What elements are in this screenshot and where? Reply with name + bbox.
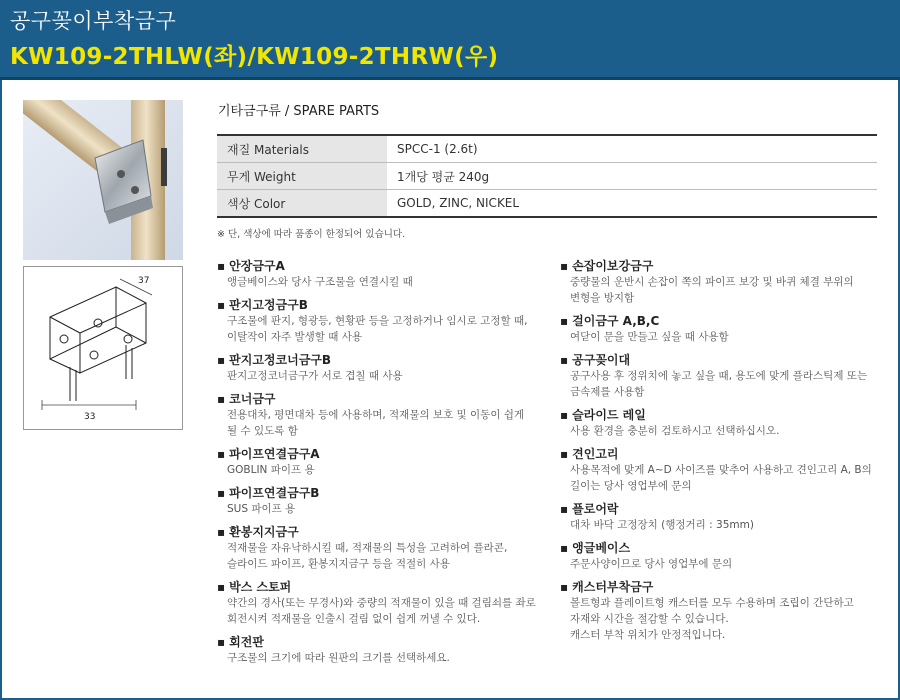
part-title-text: 걸이금구 A,B,C <box>572 314 660 328</box>
part-title-text: 박스 스토퍼 <box>229 580 292 594</box>
part-title-text: 플로어락 <box>572 502 619 516</box>
bullet-icon: ▪ <box>217 580 226 594</box>
part-title <box>217 485 547 501</box>
part-item <box>217 634 547 666</box>
part-title <box>560 501 890 517</box>
bullet-icon: ▪ <box>560 580 569 594</box>
bullet-icon: ▪ <box>560 314 569 328</box>
bullet-icon: ▪ <box>560 259 569 273</box>
bullet-icon: ▪ <box>217 447 226 461</box>
part-description: 공구사용 후 정위치에 놓고 싶을 때, 용도에 맞게 플라스틱제 또는 <box>570 370 868 382</box>
spec-row <box>217 190 877 218</box>
spec-key: 재질 Materials <box>217 135 387 163</box>
product-photo <box>23 100 183 260</box>
part-title <box>560 540 890 556</box>
part-title-text: 견인고리 <box>572 447 619 461</box>
part-description: GOBLIN 파이프 용 <box>227 464 315 476</box>
part-title-text: 코너금구 <box>229 392 276 406</box>
bullet-icon: ▪ <box>217 259 226 273</box>
bullet-icon: ▪ <box>217 635 226 649</box>
bullet-icon: ▪ <box>217 353 226 367</box>
part-description: 여닫이 문을 만들고 싶을 때 사용함 <box>570 331 729 343</box>
part-description: 구조물의 크기에 따라 원판의 크기를 선택하세요. <box>227 652 450 664</box>
part-description: 변형을 방지함 <box>570 292 635 304</box>
part-description: 전용대차, 평면대차 등에 사용하며, 적재물의 보호 및 이동이 쉽게 <box>227 409 525 421</box>
section-title: 기타금구류 / SPARE PARTS <box>218 104 380 119</box>
part-description: 앵글베이스와 당사 구조물을 연결시킬 때 <box>227 276 413 288</box>
part-description: 볼트형과 플레이트형 캐스터를 모두 수용하며 조립이 간단하고 <box>570 597 854 609</box>
part-item <box>217 258 547 290</box>
part-item <box>217 297 547 345</box>
part-item <box>560 579 890 643</box>
product-title: 공구꽂이부착금구 <box>10 9 177 33</box>
part-item <box>217 485 547 517</box>
bullet-icon: ▪ <box>560 408 569 422</box>
part-description: 판지고정코너금구가 서로 겹칠 때 사용 <box>227 370 403 382</box>
spec-table <box>217 134 877 218</box>
part-description: 될 수 있도록 함 <box>227 425 298 437</box>
dimension-drawing <box>23 266 183 430</box>
part-item <box>217 446 547 478</box>
part-description: 이탈작이 자주 발생할 때 사용 <box>227 331 363 343</box>
part-description: 적재물을 자유낙하시킬 때, 적재물의 특성을 고려하여 플라콘, <box>227 542 508 554</box>
part-title <box>560 407 890 423</box>
spec-key: 색상 Color <box>217 190 387 218</box>
part-title <box>560 313 890 329</box>
part-description: 사용 환경을 충분히 검토하시고 선택하십시오. <box>570 425 780 437</box>
part-title-text: 공구꽂이대 <box>572 353 631 367</box>
parts-list-right <box>560 258 890 650</box>
part-title-text: 앵글베이스 <box>572 541 631 555</box>
part-item <box>560 501 890 533</box>
part-title <box>217 258 547 274</box>
part-description: 주문사양이므로 당사 영업부에 문의 <box>570 558 733 570</box>
part-item <box>560 540 890 572</box>
part-description: 길이는 당사 영업부에 문의 <box>570 480 692 492</box>
product-model: KW109-2THLW(좌)/KW109-2THRW(우) <box>10 44 499 70</box>
part-item <box>560 258 890 306</box>
part-title <box>217 634 547 650</box>
bullet-icon: ▪ <box>217 298 226 312</box>
part-title <box>217 297 547 313</box>
part-item <box>217 524 547 572</box>
part-description: 캐스터 부착 위치가 안정적입니다. <box>570 629 726 641</box>
part-description: SUS 파이프 용 <box>227 503 296 515</box>
part-description: 금속제를 사용함 <box>570 386 645 398</box>
part-item <box>560 407 890 439</box>
dimension-top: 37 <box>138 276 150 286</box>
bullet-icon: ▪ <box>217 486 226 500</box>
part-description: 사용목적에 맞게 A~D 사이즈를 맞추어 사용하고 견인고리 A, B의 <box>570 464 872 476</box>
bullet-icon: ▪ <box>560 502 569 516</box>
part-title <box>560 579 890 595</box>
part-item <box>217 579 547 627</box>
part-title-text: 환봉지지금구 <box>229 525 299 539</box>
part-item <box>560 313 890 345</box>
spec-key: 무게 Weight <box>217 163 387 190</box>
part-title-text: 캐스터부착금구 <box>572 580 654 594</box>
part-title-text: 슬라이드 레일 <box>572 408 646 422</box>
spec-value: GOLD, ZINC, NICKEL <box>397 196 520 210</box>
part-item <box>217 352 547 384</box>
part-item <box>560 446 890 494</box>
spec-value: SPCC-1 (2.6t) <box>387 135 877 163</box>
part-title <box>560 258 890 274</box>
bullet-icon: ▪ <box>217 392 226 406</box>
part-description: 자재와 시간을 절감할 수 있습니다. <box>570 613 729 625</box>
part-item <box>560 352 890 400</box>
part-title-text: 판지고정금구B <box>229 298 308 312</box>
spec-value: 1개당 평균 240g <box>387 163 877 190</box>
page-header <box>0 0 900 80</box>
part-title <box>217 352 547 368</box>
part-title <box>560 352 890 368</box>
part-title <box>217 579 547 595</box>
part-title <box>217 524 547 540</box>
part-title-text: 파이프연결금구A <box>229 447 320 461</box>
part-title <box>217 391 547 407</box>
part-description: 회전시켜 적재물을 인출시 걸림 없이 쉽게 꺼낼 수 있다. <box>227 613 481 625</box>
part-title-text: 회전판 <box>229 635 264 649</box>
bullet-icon: ▪ <box>560 353 569 367</box>
spec-row <box>217 163 877 190</box>
bullet-icon: ▪ <box>560 541 569 555</box>
part-title-text: 판지고정코너금구B <box>229 353 332 367</box>
color-note: ※ 단, 색상에 따라 품종이 한정되어 있습니다. <box>217 229 406 240</box>
part-description: 약간의 경사(또는 무경사)와 중량의 적재물이 있을 때 걸림쇠를 좌로 <box>227 597 536 609</box>
part-title <box>560 446 890 462</box>
spec-row <box>217 135 877 163</box>
part-title-text: 안장금구A <box>229 259 285 273</box>
bullet-icon: ▪ <box>217 525 226 539</box>
part-title <box>217 446 547 462</box>
part-title-text: 파이프연결금구B <box>229 486 320 500</box>
part-description: 슬라이드 파이프, 환봉지지금구 등을 적절히 사용 <box>227 558 450 570</box>
part-description: 대차 바닥 고정장치 (행정거리 : 35mm) <box>570 519 754 531</box>
part-item <box>217 391 547 439</box>
part-description: 중량물의 운반시 손잡이 쪽의 파이프 보강 및 바퀴 체결 부위의 <box>570 276 854 288</box>
part-description: 구조물에 판지, 형광등, 현황판 등을 고정하거나 임시로 고정할 때, <box>227 315 528 327</box>
bullet-icon: ▪ <box>560 447 569 461</box>
dimension-bottom: 33 <box>84 412 96 422</box>
part-title-text: 손잡이보강금구 <box>572 259 654 273</box>
parts-list-left <box>217 258 547 673</box>
